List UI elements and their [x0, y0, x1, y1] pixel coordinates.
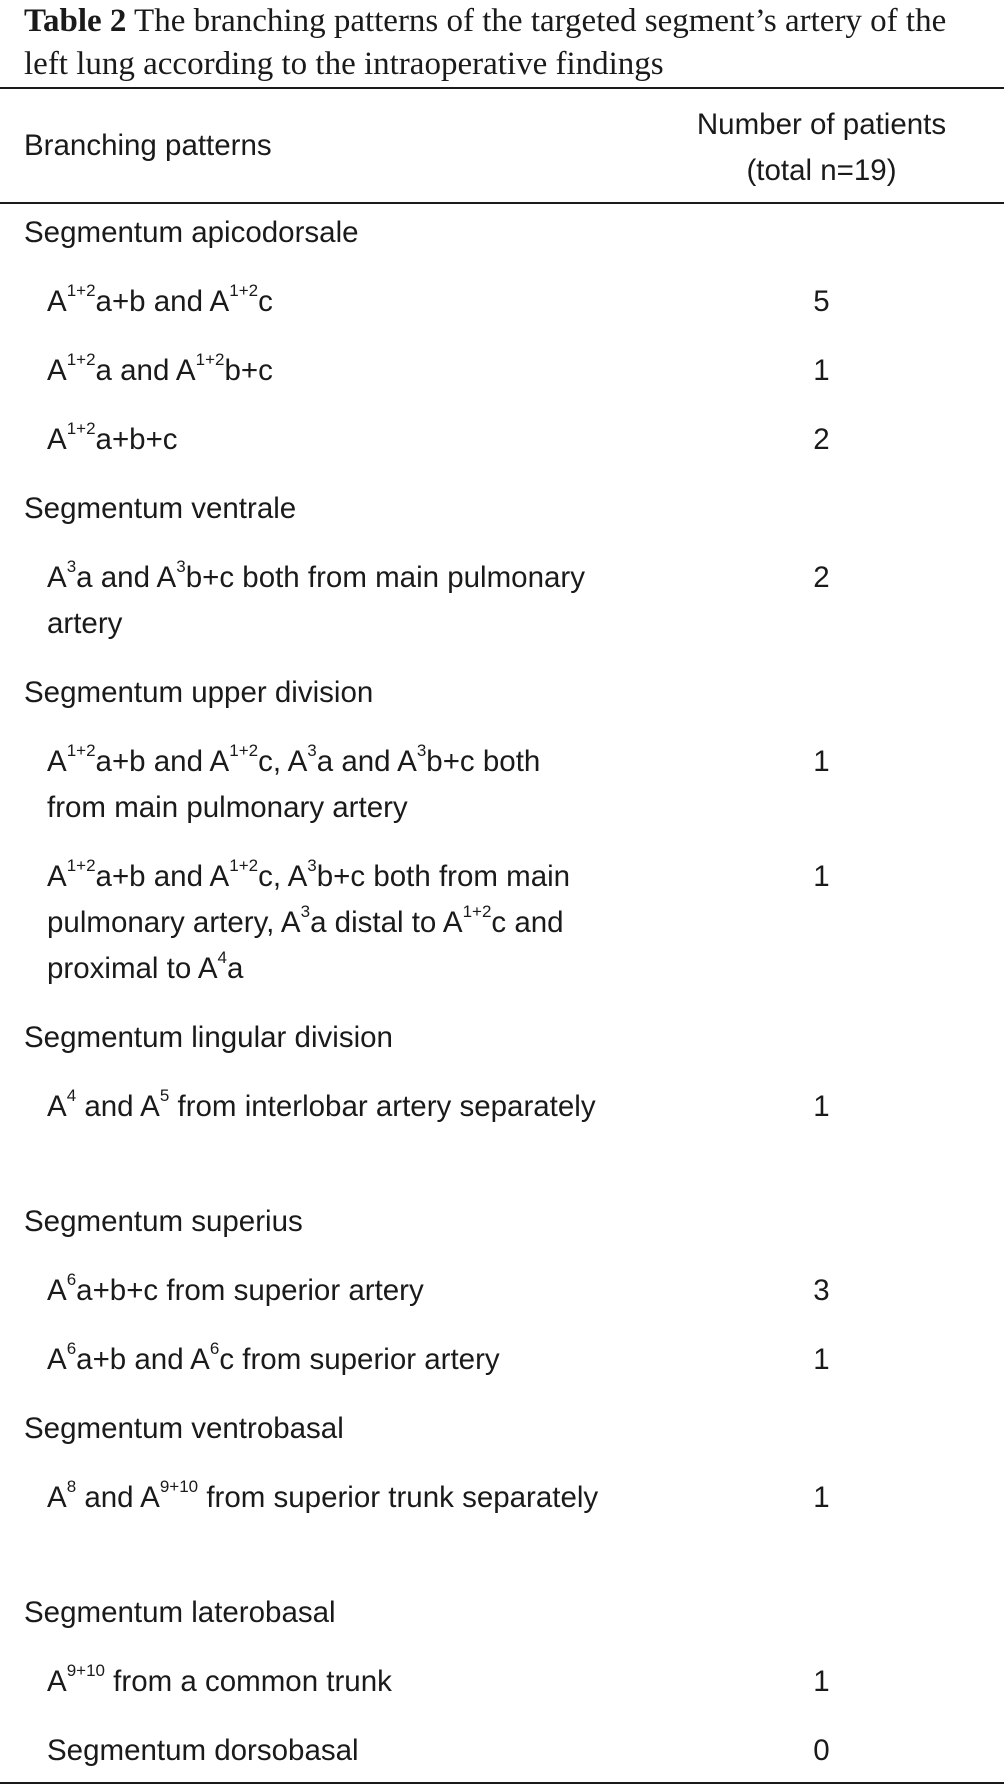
table-group-row [0, 486, 1004, 532]
superscript: 3 [66, 557, 77, 577]
pattern-text: a and A [95, 354, 196, 387]
pattern-cell [0, 739, 600, 831]
pattern-text: A [47, 354, 67, 387]
table-group-row [0, 1590, 1004, 1636]
superscript: 1+2 [66, 350, 96, 370]
pattern-text: a+b and A [95, 745, 230, 778]
pattern-text: a+b+c [95, 423, 178, 456]
pattern-cell [0, 1268, 600, 1314]
pattern-cell [0, 1659, 600, 1705]
superscript: 1+2 [195, 350, 225, 370]
pattern-cell [0, 1337, 600, 1383]
group-label: Segmentum ventrale [24, 492, 297, 525]
header-rule [0, 202, 1004, 204]
group-label: Segmentum laterobasal [24, 1596, 336, 1629]
group-label: Segmentum superius [24, 1205, 303, 1238]
pattern-cell [0, 854, 600, 992]
header-number-line1: Number of patients [696, 108, 947, 141]
superscript: 1+2 [462, 902, 492, 922]
table-row [0, 348, 1004, 394]
pattern-text: and A [76, 1481, 160, 1514]
pattern-text: A [47, 745, 67, 778]
pattern-text: b+c both from main pulmonary artery, A [47, 860, 571, 939]
patient-count: 1 [813, 1090, 830, 1123]
table-row [0, 417, 1004, 463]
patient-count: 1 [813, 1343, 830, 1376]
pattern-text: A [47, 1274, 67, 1307]
table-caption [24, 0, 984, 86]
pattern-text: a+b and A [76, 1343, 210, 1376]
table-group-row [0, 1199, 1004, 1245]
patient-count: 3 [813, 1274, 830, 1307]
pattern-cell [0, 555, 600, 647]
superscript: 9+10 [66, 1661, 105, 1681]
superscript: 1+2 [229, 741, 259, 761]
group-label: Segmentum apicodorsale [24, 216, 359, 249]
superscript: 3 [307, 856, 317, 876]
table-row [0, 1268, 1004, 1314]
pattern-text: c, A [258, 745, 308, 778]
superscript: 4 [217, 948, 227, 968]
top-rule [0, 87, 1004, 89]
superscript: 3 [307, 741, 317, 761]
table-row [0, 1475, 1004, 1521]
pattern-text: a and A [316, 745, 417, 778]
pattern-cell [0, 348, 600, 394]
pattern-cell [0, 417, 600, 463]
patient-count: 1 [813, 745, 830, 778]
pattern-cell [0, 1728, 600, 1774]
header-number-of-patients [640, 102, 1003, 194]
superscript: 1+2 [229, 856, 259, 876]
superscript: 1+2 [66, 741, 96, 761]
pattern-text: a+b and A [95, 860, 230, 893]
superscript: 3 [176, 557, 186, 577]
pattern-text: b+c both from main pulmonary artery [47, 745, 541, 824]
group-label: Segmentum ventrobasal [24, 1412, 344, 1445]
pattern-text: a+b and A [95, 285, 230, 318]
patient-count: 2 [813, 561, 830, 594]
superscript: 4 [66, 1086, 77, 1106]
superscript: 6 [66, 1270, 77, 1290]
superscript: 3 [416, 741, 427, 761]
table-row [0, 1084, 1004, 1130]
header-branching-patterns: Branching patterns [24, 129, 272, 162]
patient-count: 1 [813, 354, 830, 387]
table-row [0, 555, 1004, 647]
pattern-text: A [47, 285, 67, 318]
table-row [0, 1728, 1004, 1774]
patient-count: 5 [813, 285, 830, 318]
group-label: Segmentum upper division [24, 676, 374, 709]
patient-count: 1 [813, 1481, 830, 1514]
patient-count: 1 [813, 860, 830, 893]
pattern-text: A [47, 1665, 67, 1698]
table-group-row [0, 670, 1004, 716]
pattern-text: and A [76, 1090, 160, 1123]
table-row [0, 854, 1004, 992]
pattern-text: c and proximal to A [47, 906, 564, 985]
table-row [0, 279, 1004, 325]
pattern-text: A [47, 860, 67, 893]
pattern-text: A [47, 1343, 67, 1376]
patient-count: 2 [813, 423, 830, 456]
pattern-text: c, A [258, 860, 308, 893]
pattern-text: b+c both from main pulmonary artery [47, 561, 585, 640]
pattern-text: A [47, 423, 67, 456]
pattern-text: A [47, 1090, 67, 1123]
superscript: 9+10 [159, 1477, 199, 1497]
pattern-text: c [258, 285, 273, 318]
pattern-text: c from superior artery [219, 1343, 500, 1376]
group-label: Segmentum lingular division [24, 1021, 393, 1054]
table-label: Table 2 [24, 3, 127, 39]
pattern-text: a distal to A [310, 906, 463, 939]
bottom-rule [0, 1782, 1004, 1784]
superscript: 8 [66, 1477, 77, 1497]
pattern-text: A [47, 1481, 67, 1514]
superscript: 1+2 [66, 856, 96, 876]
pattern-text: A [47, 561, 67, 594]
table-group-row [0, 210, 1004, 256]
patient-count: 0 [813, 1734, 830, 1767]
pattern-text: a and A [76, 561, 177, 594]
table-group-row [0, 1015, 1004, 1061]
table-header [0, 90, 1004, 202]
superscript: 1+2 [66, 281, 96, 301]
table-row [0, 1659, 1004, 1705]
pattern-cell [0, 1084, 600, 1130]
header-number-line2: (total n=19) [746, 154, 897, 187]
pattern-text: from a common trunk [104, 1665, 392, 1698]
table-title: The branching patterns of the targeted segment’s artery of the left lung according to the intraoperative findings [24, 3, 947, 82]
pattern-text: from superior trunk separately [198, 1481, 599, 1514]
superscript: 3 [300, 902, 311, 922]
pattern-text: from interlobar artery separately [169, 1090, 596, 1123]
superscript: 6 [66, 1339, 77, 1359]
superscript: 5 [159, 1086, 170, 1106]
pattern-text: a+b+c from superior artery [76, 1274, 424, 1307]
superscript: 6 [209, 1339, 220, 1359]
superscript: 1+2 [66, 419, 96, 439]
table-row [0, 739, 1004, 831]
table-group-row [0, 1406, 1004, 1452]
pattern-text: b+c [224, 354, 273, 387]
pattern-cell [0, 279, 600, 325]
pattern-cell [0, 1475, 600, 1521]
superscript: 1+2 [229, 281, 259, 301]
patient-count: 1 [813, 1665, 830, 1698]
pattern-text: Segmentum dorsobasal [47, 1734, 359, 1767]
pattern-text: a [227, 952, 244, 985]
table-row [0, 1337, 1004, 1383]
